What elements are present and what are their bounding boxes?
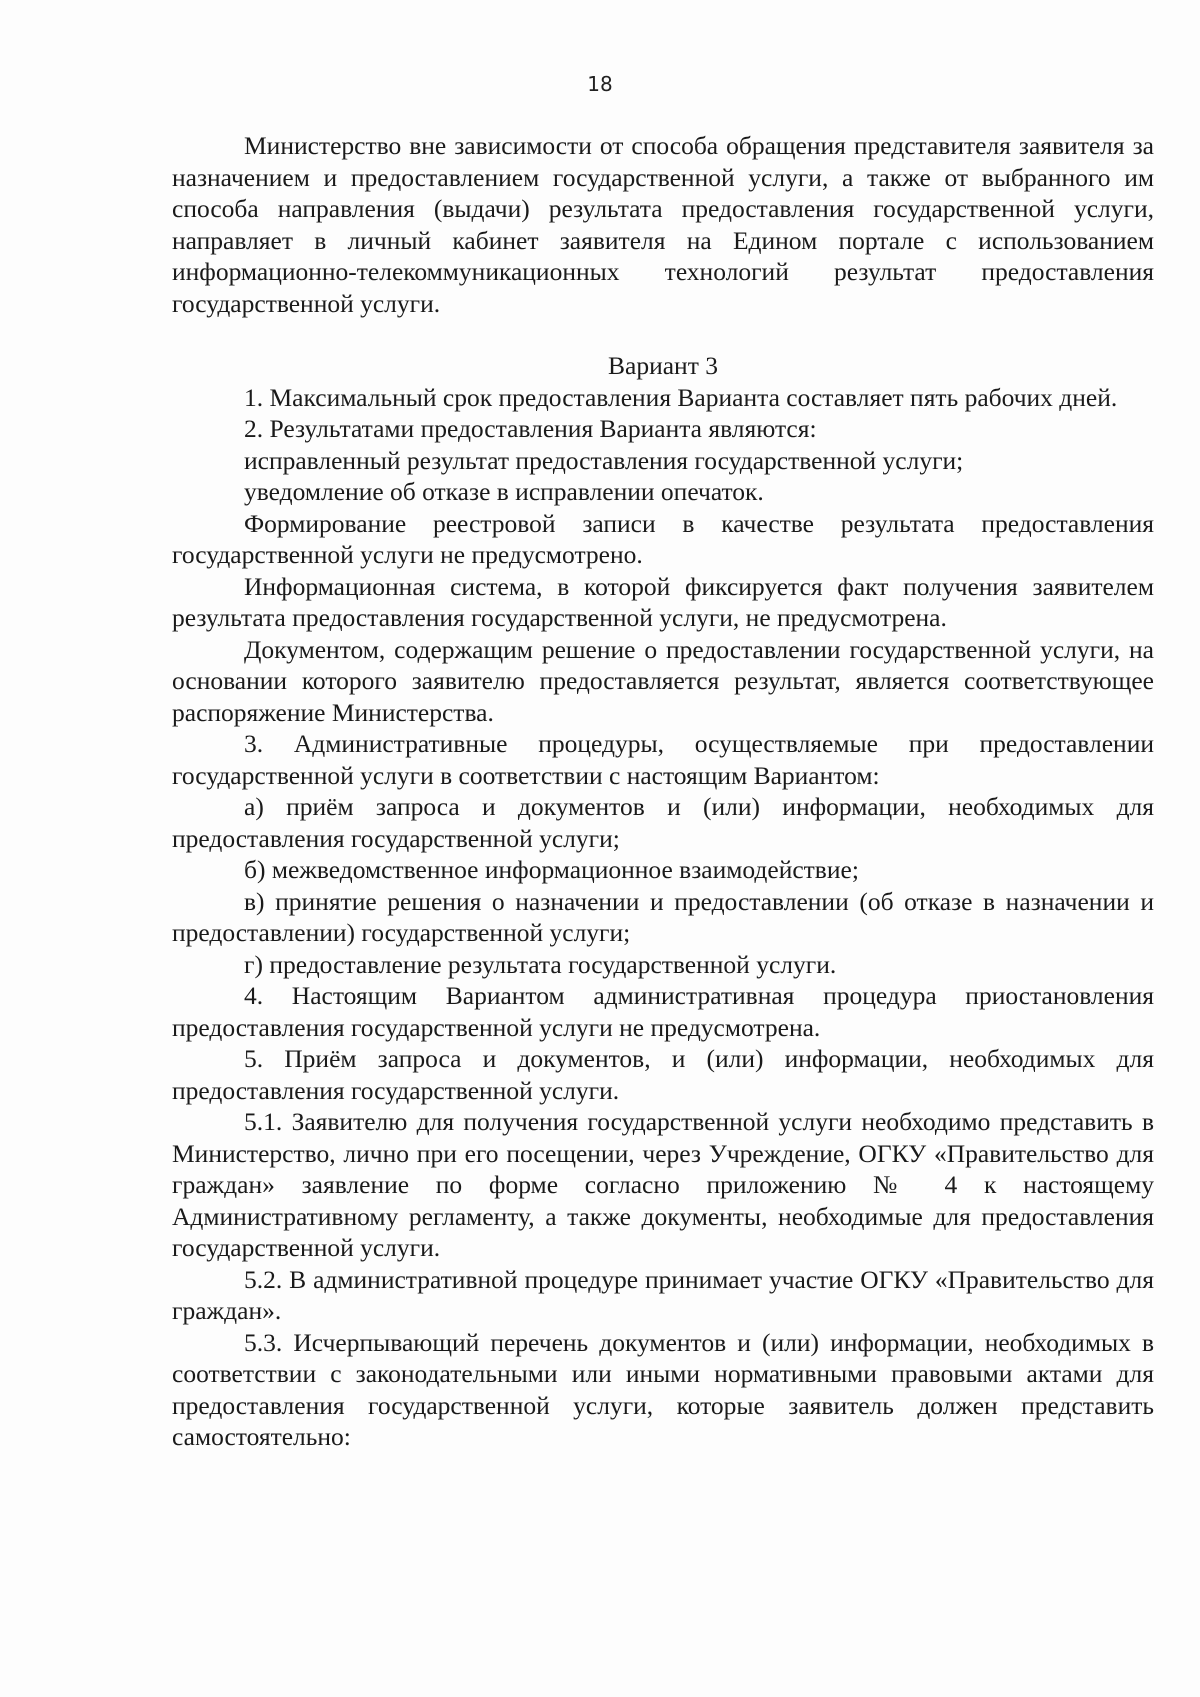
paragraph-3: исправленный результат предоставления государственной услуги; — [244, 445, 964, 475]
paragraph-6: Информационная система, в которой фиксируется факт получения заявителем результата предоставления государственной услуги, не предусмотрена. — [172, 571, 1154, 632]
paragraph-9: а) приём запроса и документов и (или) информации, необходимых для предоставления государственной услуги; — [172, 792, 1154, 853]
paragraph-13: 4. Настоящим Вариантом административная процедура приостановления предоставления государственной услуги не предусмотрена. — [172, 981, 1154, 1042]
paragraph-1: 1. Максимальный срок предоставления Варианта составляет пять рабочих дней. — [244, 382, 1118, 412]
paragraph-5: Формирование реестровой записи в качестве результата предоставления государственной услуги не предусмотрено. — [172, 508, 1154, 569]
intro-paragraph: Министерство вне зависимости от способа обращения представителя заявителя за назначением и предоставлением государственной услуги, а также от выбранного им способа направления (выдачи) результата предоставления государственной услуги, направляет в личный кабинет заявителя на Едином портале с использованием информационно-телекоммуникационных технологий результат предоставления государственной услуги. — [172, 131, 1154, 318]
paragraph-17: 5.3. Исчерпывающий перечень документов и (или) информации, необходимых в соответствии с законодательными или иными нормативными правовыми актами для предоставления государственной услуги, которые заявитель должен представить самостоятельно: — [172, 1327, 1154, 1451]
paragraph-7: Документом, содержащим решение о предоставлении государственной услуги, на основании которого заявителю предоставляется результат, является соответствующее распоряжение Министерства. — [172, 634, 1154, 727]
paragraph-2: 2. Результатами предоставления Варианта являются: — [244, 414, 817, 443]
paragraph-12: г) предоставление результата государственной услуги. — [244, 949, 837, 979]
paragraph-8: 3. Административные процедуры, осуществляемые при предоставлении государственной услуги в соответствии с настоящим Вариантом: — [172, 729, 1154, 790]
page-number: 18 — [587, 72, 613, 96]
paragraph-14: 5. Приём запроса и документов, и (или) информации, необходимых для предоставления государственной услуги. — [172, 1044, 1154, 1105]
document-body — [172, 130, 1154, 1453]
paragraph-15: 5.1. Заявителю для получения государственной услуги необходимо представить в Министерство, лично при его посещении, через Учреждение, ОГКУ «Правительство для граждан» заявление по форме согласно приложению № 4 к настоящему Административному регламенту, а также документы, необходимые для предоставления государственной услуги. — [172, 1107, 1154, 1262]
paragraph-10: б) межведомственное информационное взаимодействие; — [244, 855, 859, 884]
paragraph-16: 5.2. В административной процедуре принимает участие ОГКУ «Правительство для граждан». — [172, 1264, 1154, 1325]
section-title: Вариант 3 — [608, 351, 718, 380]
paragraph-11: в) принятие решения о назначении и предоставлении (об отказе в назначении и предоставлении) государственной услуги; — [172, 886, 1154, 947]
paragraph-4: уведомление об отказе в исправлении опечаток. — [244, 477, 764, 506]
